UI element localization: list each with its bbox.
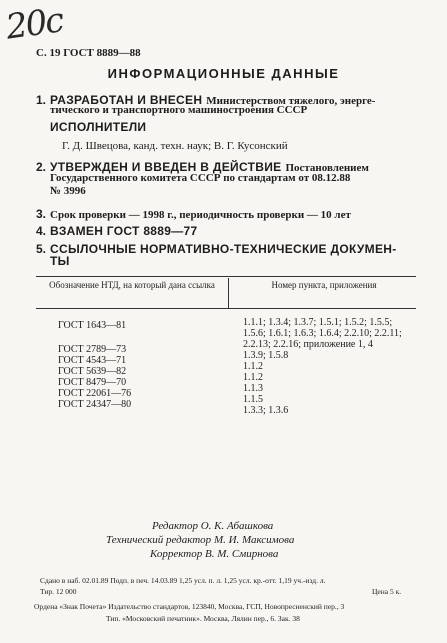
- table-top-rule: [36, 276, 416, 277]
- imprint-line-4: Тип. «Московский печатник». Москва, Лялин пер., 6. Зак. 38: [106, 614, 300, 623]
- section-3-text: Срок проверки — 1998 г., периодичность проверки — 10 лет: [50, 209, 351, 221]
- table-row-doc: ГОСТ 4543—71: [58, 355, 127, 366]
- section-1-authors: Г. Д. Швецова, канд. техн. наук; В. Г. Кусонский: [62, 140, 288, 152]
- table-column-divider: [228, 278, 229, 308]
- imprint-line-3: Ордена «Знак Почета» Издательство стандартов, 123840, Москва, ГСП, Новопресненский пер., 3: [34, 602, 345, 611]
- table-row-doc: ГОСТ 8479—70: [58, 377, 127, 388]
- credit-corrector: [150, 548, 278, 560]
- table-row-doc: ГОСТ 5639—82: [58, 366, 127, 377]
- section-2-line3: № 3996: [50, 185, 86, 197]
- table-row-clause-line: 1.5.6; 1.6.1; 1.6.3; 1.6.4; 2.2.10; 2.2.11;: [243, 328, 402, 339]
- section-1-text: Министерством тяжелого, энерге-: [206, 95, 376, 107]
- section-2-caps: УТВЕРЖДЕН И ВВЕДЕН В ДЕЙСТВИЕ: [50, 160, 282, 174]
- section-4-number: 4.: [36, 224, 47, 238]
- section-5-line2: ТЫ: [50, 254, 70, 268]
- credit-tech-editor-role: Технический редактор: [106, 534, 212, 546]
- section-2-text: Постановлением: [285, 162, 369, 174]
- page-header: С. 19 ГОСТ 8889—88: [36, 47, 141, 59]
- table-row-clause-line: 1.1.1; 1.3.4; 1.3.7; 1.5.1; 1.5.2; 1.5.5;: [243, 317, 393, 328]
- section-1-caps: РАЗРАБОТАН И ВНЕСЕН: [50, 93, 203, 107]
- table-row-clause-line: 1.1.5: [243, 394, 263, 405]
- table-row-doc: ГОСТ 1643—81: [58, 320, 127, 331]
- credit-tech-editor: [106, 534, 294, 546]
- imprint-line-1: Сдано в наб. 02.01.89 Подп. в печ. 14.03.89 1,25 усл. п. л. 1,25 усл. кр.-отт. 1,19 уч.-изд. л.: [40, 576, 326, 585]
- section-1-number: 1.: [36, 93, 47, 107]
- table-row-clause-line: 1.1.2: [243, 361, 263, 372]
- handwritten-note: 20с: [3, 0, 65, 48]
- table-row-doc: ГОСТ 22061—76: [58, 388, 132, 399]
- section-2-number: 2.: [36, 160, 47, 174]
- credit-editor-role: Редактор: [152, 520, 198, 532]
- table-row-doc: ГОСТ 2789—73: [58, 344, 127, 355]
- imprint-price: Цена 5 к.: [372, 587, 402, 596]
- section-5-line1: [36, 240, 397, 258]
- credit-editor: [152, 520, 273, 532]
- table-row-clause-line: 1.1.3: [243, 383, 263, 394]
- section-5-caps: ССЫЛОЧНЫЕ НОРМАТИВНО-ТЕХНИЧЕСКИЕ ДОКУМЕН-: [50, 242, 397, 256]
- section-3-number: 3.: [36, 207, 47, 221]
- section-3: [36, 205, 351, 223]
- page-title: ИНФОРМАЦИОННЫЕ ДАННЫЕ: [107, 66, 340, 81]
- credit-corrector-name: В. М. Смирнова: [204, 548, 279, 560]
- table-row-clause-line: 2.2.13; 2.2.16; приложение 1, 4: [243, 339, 373, 350]
- table-header-clauses: Номер пункта, приложения: [271, 280, 377, 290]
- section-4: [36, 222, 197, 240]
- table-row-clause-line: 1.3.3; 1.3.6: [243, 405, 289, 416]
- table-header-rule: [36, 308, 416, 309]
- table-header-documents: Обозначение НТД, на который дана ссылка: [49, 280, 215, 290]
- table-row-doc: ГОСТ 24347—80: [58, 399, 132, 410]
- section-1-line2: тического и транспортного машиностроения СССР: [50, 104, 308, 116]
- table-row-clause-line: 1.1.2: [243, 372, 263, 383]
- section-1-subheading: ИСПОЛНИТЕЛИ: [50, 120, 147, 134]
- credit-tech-editor-name: М. И. Максимова: [213, 534, 295, 546]
- credit-corrector-role: Корректор: [150, 548, 203, 560]
- section-2-line2: Государственного комитета СССР по стандартам от 08.12.88: [50, 172, 351, 184]
- section-5-number: 5.: [36, 242, 47, 256]
- section-4-caps: ВЗАМЕН ГОСТ 8889—77: [50, 224, 198, 238]
- credit-editor-name: О. К. Абашкова: [200, 520, 274, 532]
- imprint-line-2: Тир. 12 000: [40, 587, 77, 596]
- table-row-clause-line: 1.3.9; 1.5.8: [243, 350, 289, 361]
